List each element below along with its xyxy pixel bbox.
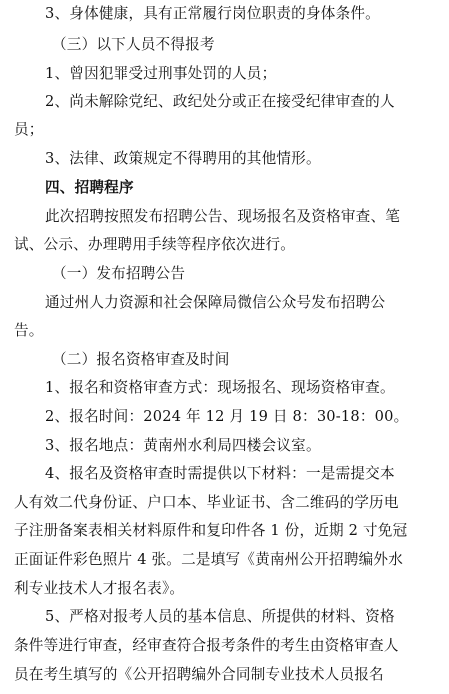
text-line: 员； bbox=[14, 121, 44, 138]
text-line: 此次招聘按照发布招聘公告、现场报名及资格审查、笔 bbox=[45, 208, 401, 225]
text-line: 试、公示、办理聘用手续等程序依次进行。 bbox=[14, 236, 296, 253]
text-line: 3、法律、政策规定不得聘用的其他情形。 bbox=[45, 150, 321, 167]
chapter-heading: 四、招聘程序 bbox=[45, 179, 134, 196]
text-line: 1、报名和资格审查方式：现场报名、现场资格审查。 bbox=[45, 379, 395, 396]
text-line: 通过州人力资源和社会保障局微信公众号发布招聘公 bbox=[45, 294, 386, 311]
text-line: 1、曾因犯罪受过刑事处罚的人员； bbox=[45, 65, 277, 82]
text-line: 告。 bbox=[14, 322, 44, 339]
text-line: 2、报名时间：2024 年 12 月 19 日 8：30-18：00。 bbox=[45, 408, 409, 425]
text-line: 3、身体健康，具有正常履行岗位职责的身体条件。 bbox=[45, 5, 380, 22]
text-line: 正面证件彩色照片 4 张。二是填写《黄南州公开招聘编外水 bbox=[14, 551, 404, 568]
text-line: 利专业技术人才报名表》。 bbox=[14, 580, 185, 597]
text-line: 2、尚未解除党纪、政纪处分或正在接受纪律审查的人 bbox=[45, 93, 395, 110]
text-line: 员在考生填写的《公开招聘编外合同制专业技术人员报名 bbox=[14, 666, 384, 683]
section-heading: （二）报名资格审查及时间 bbox=[52, 351, 230, 368]
section-heading: （三）以下人员不得报考 bbox=[52, 36, 215, 53]
section-heading: （一）发布招聘公告 bbox=[52, 265, 186, 282]
text-line: 子注册备案表相关材料原件和复印件各 1 份，近期 2 寸免冠 bbox=[14, 522, 408, 539]
text-line: 3、报名地点：黄南州水利局四楼会议室。 bbox=[45, 437, 321, 454]
text-line: 条件等进行审查，经审查符合报考条件的考生由资格审查人 bbox=[14, 637, 399, 654]
text-line: 人有效二代身份证、户口本、毕业证书、含二维码的学历电 bbox=[14, 494, 399, 511]
text-line: 5、严格对报考人员的基本信息、所提供的材料、资格 bbox=[45, 608, 395, 625]
text-line: 4、报名及资格审查时需提供以下材料：一是需提交本 bbox=[45, 465, 395, 482]
